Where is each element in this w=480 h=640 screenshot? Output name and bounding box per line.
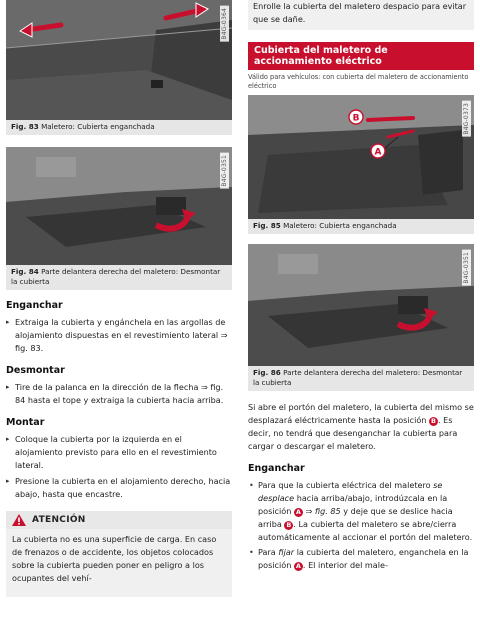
warning-header xyxy=(6,511,232,529)
bullet-text: la cubierta del maletero, enganchela en la posición xyxy=(258,547,469,570)
figure-83-caption xyxy=(6,120,232,135)
bullet-text: y deje que se deslice hacia arriba xyxy=(258,506,453,529)
warning-title: ATENCIÓN xyxy=(32,515,86,525)
bullet-emphasis: fijar xyxy=(278,547,295,557)
trunk-cover-illustration xyxy=(6,0,232,120)
intro-paragraph xyxy=(248,401,474,453)
step-item: ▸ Tire de la palanca en la dirección de la flecha ⇒ fig. 84 hasta el tope y extraiga la cubierta hacia arriba. xyxy=(6,381,232,407)
bullet-item xyxy=(248,546,474,572)
figure-83-photo xyxy=(6,0,232,120)
position-b-marker: B xyxy=(284,521,293,530)
step-item: ▸ Extraiga la cubierta y engánchela en las argollas de alojamiento dispuestas en el revestimiento lateral ⇒ fig. 83. xyxy=(6,316,232,355)
paragraph-text: . Es decir, no tendrá que desenganchar la cubierta para cargar o descargar el maletero. xyxy=(248,415,458,451)
cover-removal-illustration xyxy=(248,244,474,366)
bullet-text: Para que la cubierta eléctrica del maletero xyxy=(258,480,431,490)
cover-removal-illustration xyxy=(6,147,232,265)
bullet-text: Para xyxy=(258,547,276,557)
steps-desmontar xyxy=(6,381,232,407)
bullet-text: hacia arriba/abajo, introdúzcala en la posición xyxy=(258,493,448,516)
heading-enganchar-electric: Enganchar xyxy=(248,463,305,474)
tip-note: Enrolle la cubierta del maletero despacio para evitar que se dañe. xyxy=(248,0,474,30)
position-b-marker: B xyxy=(429,417,438,426)
figure-caption-text: Maletero: Cubierta enganchada xyxy=(41,122,155,131)
figure-ref-code: B4G-0351 xyxy=(221,155,228,187)
figure-caption-text: Parte delantera derecha del maletero: Desmontar la cubierta xyxy=(253,368,463,387)
figure-86-photo xyxy=(248,244,474,366)
figure-number: Fig. 86 xyxy=(253,368,281,377)
steps-montar xyxy=(6,433,232,501)
figure-ref-code: B4G-0373 xyxy=(463,103,470,135)
figure-86-caption xyxy=(248,366,474,391)
figure-ref-code: B4G-0351 xyxy=(463,252,470,284)
validity-note: Válido para vehículos: con cubierta del maletero de accionamiento eléctrico xyxy=(248,73,469,90)
left-column xyxy=(6,0,232,640)
warning-triangle-icon xyxy=(12,514,26,526)
figure-caption-text: Maletero: Cubierta enganchada xyxy=(283,221,397,230)
figure-number: Fig. 84 xyxy=(11,267,39,276)
bullet-text: . La cubierta del maletero se abre/cierra automáticamente al accionar el portón del maletero. xyxy=(258,519,473,542)
bullets-enganchar-electric xyxy=(248,479,474,572)
marker-a: A xyxy=(374,147,382,158)
paragraph-text: Si abre el portón del maletero, la cubierta del mismo se desplazará eléctricamente hasta la posición xyxy=(248,402,474,425)
heading-desmontar: Desmontar xyxy=(6,365,65,376)
steps-enganchar xyxy=(6,316,232,355)
figure-caption-text: Parte delantera derecha del maletero: Desmontar la cubierta xyxy=(11,267,221,286)
heading-enganchar: Enganchar xyxy=(6,300,63,311)
right-column xyxy=(248,0,474,640)
warning-text: La cubierta no es una superficie de carga. En caso de frenazos o de accidente, los objetos colocados sobre la cubierta pueden poner en peligro a los ocupantes del vehí- xyxy=(6,529,232,597)
step-item: ▸ Presione la cubierta en el alojamiento derecho, hacia abajo, hasta que encastre. xyxy=(6,475,232,501)
electric-cover-illustration xyxy=(248,95,474,219)
figure-reference-link[interactable]: ⇒ fig. 85 xyxy=(305,506,341,516)
figure-ref-code: B4G-0364 xyxy=(221,8,228,40)
figure-84-photo xyxy=(6,147,232,265)
figure-84-caption xyxy=(6,265,232,290)
position-a-marker: A xyxy=(295,508,301,516)
figure-85-photo xyxy=(248,95,474,219)
marker-b: B xyxy=(352,113,360,124)
position-a-marker: A xyxy=(295,562,301,570)
bullet-emphasis: se desplace xyxy=(258,480,443,503)
bullet-item xyxy=(248,479,474,544)
figure-number: Fig. 83 xyxy=(11,122,39,131)
figure-number: Fig. 85 xyxy=(253,221,281,230)
step-item: ▸ Coloque la cubierta por la izquierda en el alojamiento previsto para ello en el revestimiento lateral. xyxy=(6,433,232,472)
heading-montar: Montar xyxy=(6,417,45,428)
figure-85-caption xyxy=(248,219,474,234)
section-title: Cubierta del maletero de accionamiento eléctrico xyxy=(248,42,474,70)
bullet-text: . El interior del male- xyxy=(302,560,388,570)
